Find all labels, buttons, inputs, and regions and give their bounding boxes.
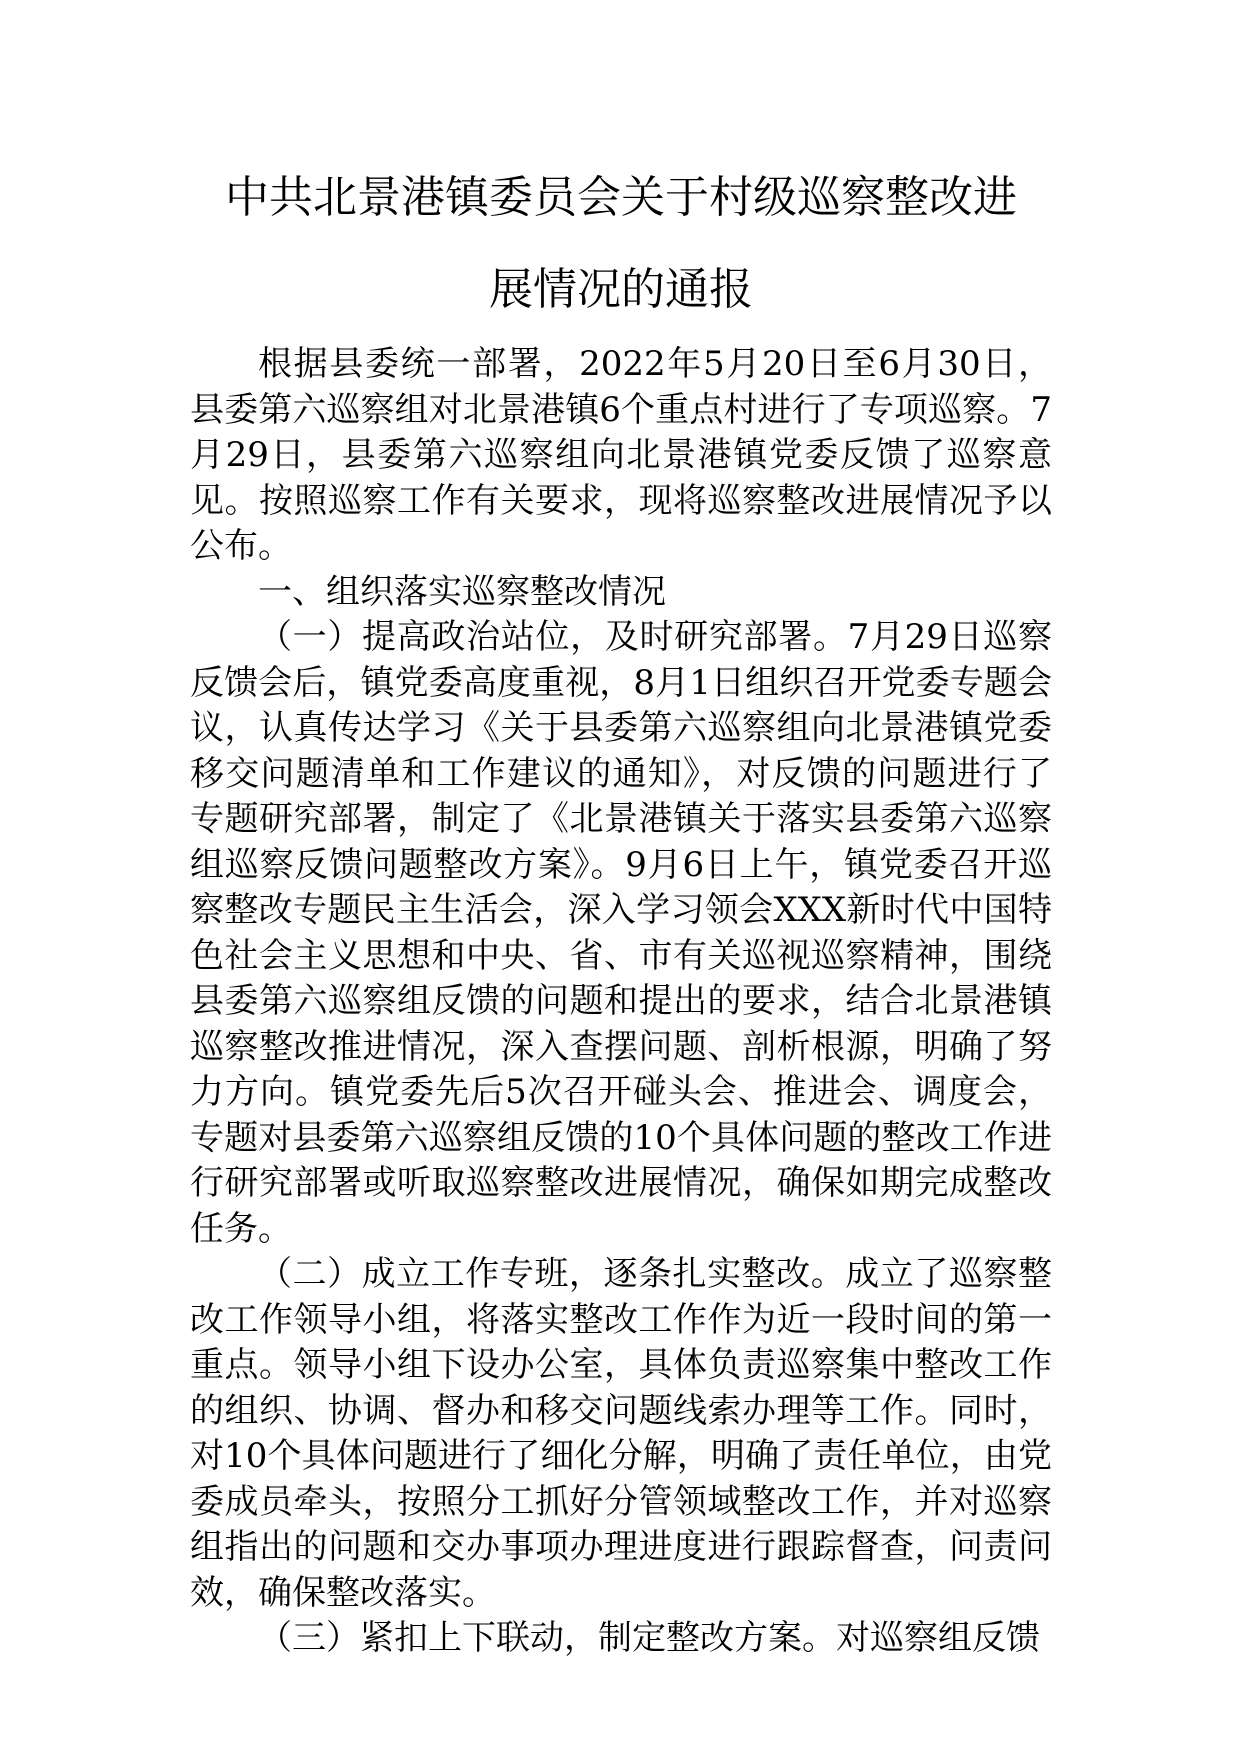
title-line-1: 中共北景港镇委员会关于村级巡察整改进 — [225, 172, 1017, 223]
paragraph-2: （二）成立工作专班，逐条扎实整改。成立了巡察整改工作领导小组，将落实整改工作作为近一段时间的第一重点。领导小组下设办公室，具体负责巡察集中整改工作的组织、协调、督办和移交问题线索办理等工作。同时，对10个具体问题进行了细化分解，明确了责任单位，由党委成员牵头，按照分工抓好分管领域整改工作，并对巡察组指出的问题和交办事项办理进度进行跟踪督查，问责问效，确保整改落实。 — [190, 1254, 1052, 1613]
paragraph-1: （一）提高政治站位，及时研究部署。7月29日巡察反馈会后，镇党委高度重视，8月1日组织召开党委专题会议，认真传达学习《关于县委第六巡察组向北景港镇党委移交问题清单和工作建议的通知》，对反馈的问题进行了专题研究部署，制定了《北景港镇关于落实县委第六巡察组巡察反馈问题整改方案》。9月6日上午，镇党委召开巡察整改专题民主生活会，深入学习领会XXX新时代中国特色社会主义思想和中央、省、市有关巡视巡察精神，围绕县委第六巡察组反馈的问题和提出的要求，结合北景港镇巡察整改推进情况，深入查摆问题、剖析根源，明确了努力方向。镇党委先后5次召开碰头会、推进会、调度会，专题对县委第六巡察组反馈的10个具体问题的整改工作进行研究部署或听取巡察整改进展情况，确保如期完成整改任务。 — [190, 617, 1052, 1249]
section-heading-1: 一、组织落实巡察整改情况 — [258, 571, 666, 612]
intro-paragraph: 根据县委统一部署，2022年5月20日至6月30日，县委第六巡察组对北景港镇6个重点村进行了专项巡察。7月29日，县委第六巡察组向北景港镇党委反馈了巡察意见。按照巡察工作有关要求，现将巡察整改进展情况予以公布。 — [190, 344, 1052, 566]
document-title — [190, 152, 1052, 336]
document-body — [190, 342, 1052, 1662]
paragraph-3: （三）紧扣上下联动，制定整改方案。对巡察组反馈 — [258, 1618, 1040, 1658]
title-line-2: 展情况的通报 — [489, 264, 753, 315]
document-page — [190, 152, 1052, 1662]
